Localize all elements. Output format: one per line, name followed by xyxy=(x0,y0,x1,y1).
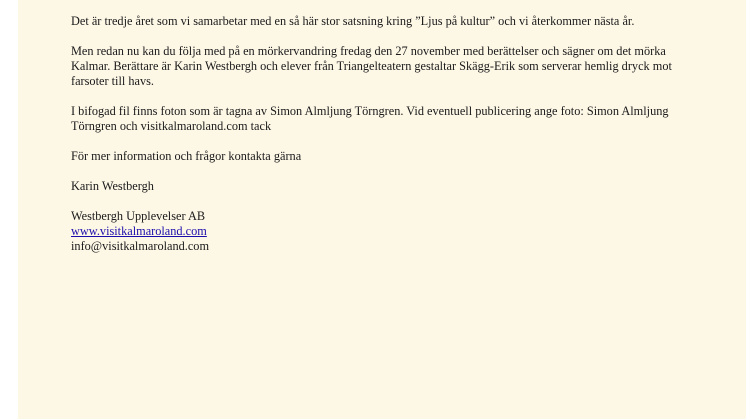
message-text xyxy=(71,14,691,254)
paragraph-photos: I bifogad fil finns foton som är tagna av Simon Almljung Törngren. Vid eventuell publicering ange foto: Simon Almljung Törngren och visitkalmaroland.com tack xyxy=(71,104,669,133)
sender-name: Karin Westbergh xyxy=(71,179,154,193)
email-body xyxy=(18,0,746,419)
paragraph-event: Men redan nu kan du följa med på en mörkervandring fredag den 27 november med berättelser och sägner om det mörka Kalmar. Berättare är Karin Westbergh och elever från Triangelteatern gestaltar Skägg-Erik som serverar hemlig dryck mot farsoter till havs. xyxy=(71,44,672,88)
signature-block xyxy=(71,209,691,254)
signature-email: info@visitkalmaroland.com xyxy=(71,239,210,253)
paragraph-contact: För mer information och frågor kontakta gärna xyxy=(71,149,302,163)
paragraph-intro: Det är tredje året som vi samarbetar med en så här stor satsning kring ”Ljus på kultur” och vi återkommer nästa år. xyxy=(71,14,635,28)
signature-website-link[interactable]: www.visitkalmaroland.com xyxy=(71,224,207,238)
signature-company: Westbergh Upplevelser AB xyxy=(71,209,206,223)
